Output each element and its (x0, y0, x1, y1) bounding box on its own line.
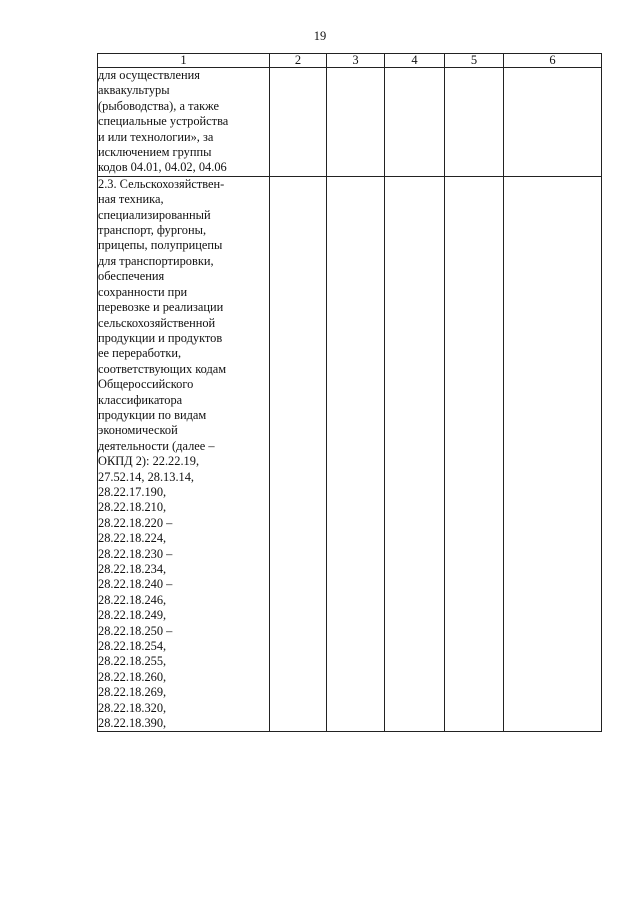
table-cell (327, 176, 385, 732)
text-line: специальные устройства (98, 114, 229, 129)
document-table (97, 53, 602, 732)
text-line: продукции и продуктов (98, 330, 223, 345)
text-line: 28.22.18.250 – (98, 623, 173, 638)
column-header-6: 6 (504, 54, 602, 68)
text-line: 28.22.18.224, (98, 531, 167, 546)
text-line: специализированный (98, 207, 211, 222)
text-line: Общероссийского (98, 377, 194, 392)
text-line: 28.22.18.220 – (98, 515, 173, 530)
text-line: перевозке и реализации (98, 300, 224, 315)
table-cell (445, 68, 504, 177)
text-line: экономической (98, 423, 178, 438)
table-cell (270, 68, 327, 177)
text-line: для транспортировки, (98, 253, 214, 268)
column-header-2: 2 (270, 54, 327, 68)
text-line: 28.22.18.240 – (98, 577, 173, 592)
text-line: сохранности при (98, 284, 188, 299)
text-line: кодов 04.01, 04.02, 04.06 (98, 160, 227, 175)
text-line: ная техника, (98, 192, 164, 207)
table-cell (385, 176, 445, 732)
text-line: 2.3. Сельскохозяйствен- (98, 176, 225, 191)
table-cell (504, 176, 602, 732)
table-row (98, 68, 602, 177)
text-line: сельскохозяйственной (98, 315, 216, 330)
text-line: и или технологии», за (98, 129, 214, 144)
column-header-3: 3 (327, 54, 385, 68)
table-row (98, 176, 602, 732)
text-line: 28.22.18.230 – (98, 546, 173, 561)
text-line: 28.22.18.260, (98, 669, 167, 684)
row-1-description-cell (98, 68, 270, 177)
table-cell (385, 68, 445, 177)
page-number: 19 (313, 29, 327, 43)
text-line: ОКПД 2): 22.22.19, (98, 454, 200, 469)
table-cell (445, 176, 504, 732)
text-line: 28.22.18.254, (98, 639, 167, 654)
text-line: прицепы, полуприцепы (98, 238, 223, 253)
text-line: 28.22.18.320, (98, 700, 167, 715)
text-line: 28.22.17.190, (98, 484, 167, 499)
text-line: исключением группы (98, 145, 212, 160)
header-row (98, 54, 602, 68)
text-line: продукции по видам (98, 407, 207, 422)
table-cell (270, 176, 327, 732)
text-line: 27.52.14, 28.13.14, (98, 469, 195, 484)
text-line: 28.22.18.390, (98, 716, 167, 731)
text-line: для осуществления (98, 68, 200, 82)
text-line: 28.22.18.210, (98, 500, 167, 515)
text-line: 28.22.18.249, (98, 608, 167, 623)
text-line: деятельности (далее – (98, 438, 215, 453)
column-header-4: 4 (385, 54, 445, 68)
text-line: транспорт, фургоны, (98, 223, 207, 238)
row-2-description-cell (98, 176, 270, 732)
text-line: соответствующих кодам (98, 361, 227, 376)
text-line: классификатора (98, 392, 183, 407)
text-line: аквакультуры (98, 83, 170, 98)
table-cell (327, 68, 385, 177)
text-line: ее переработки, (98, 346, 182, 361)
text-line: обеспечения (98, 269, 165, 284)
column-header-5: 5 (445, 54, 504, 68)
column-header-1: 1 (98, 54, 270, 68)
text-line: 28.22.18.234, (98, 562, 167, 576)
text-line: 28.22.18.246, (98, 592, 167, 607)
text-line: (рыбоводства), а также (98, 98, 220, 113)
text-line: 28.22.18.269, (98, 685, 167, 700)
table-cell (504, 68, 602, 177)
text-line: 28.22.18.255, (98, 654, 167, 669)
